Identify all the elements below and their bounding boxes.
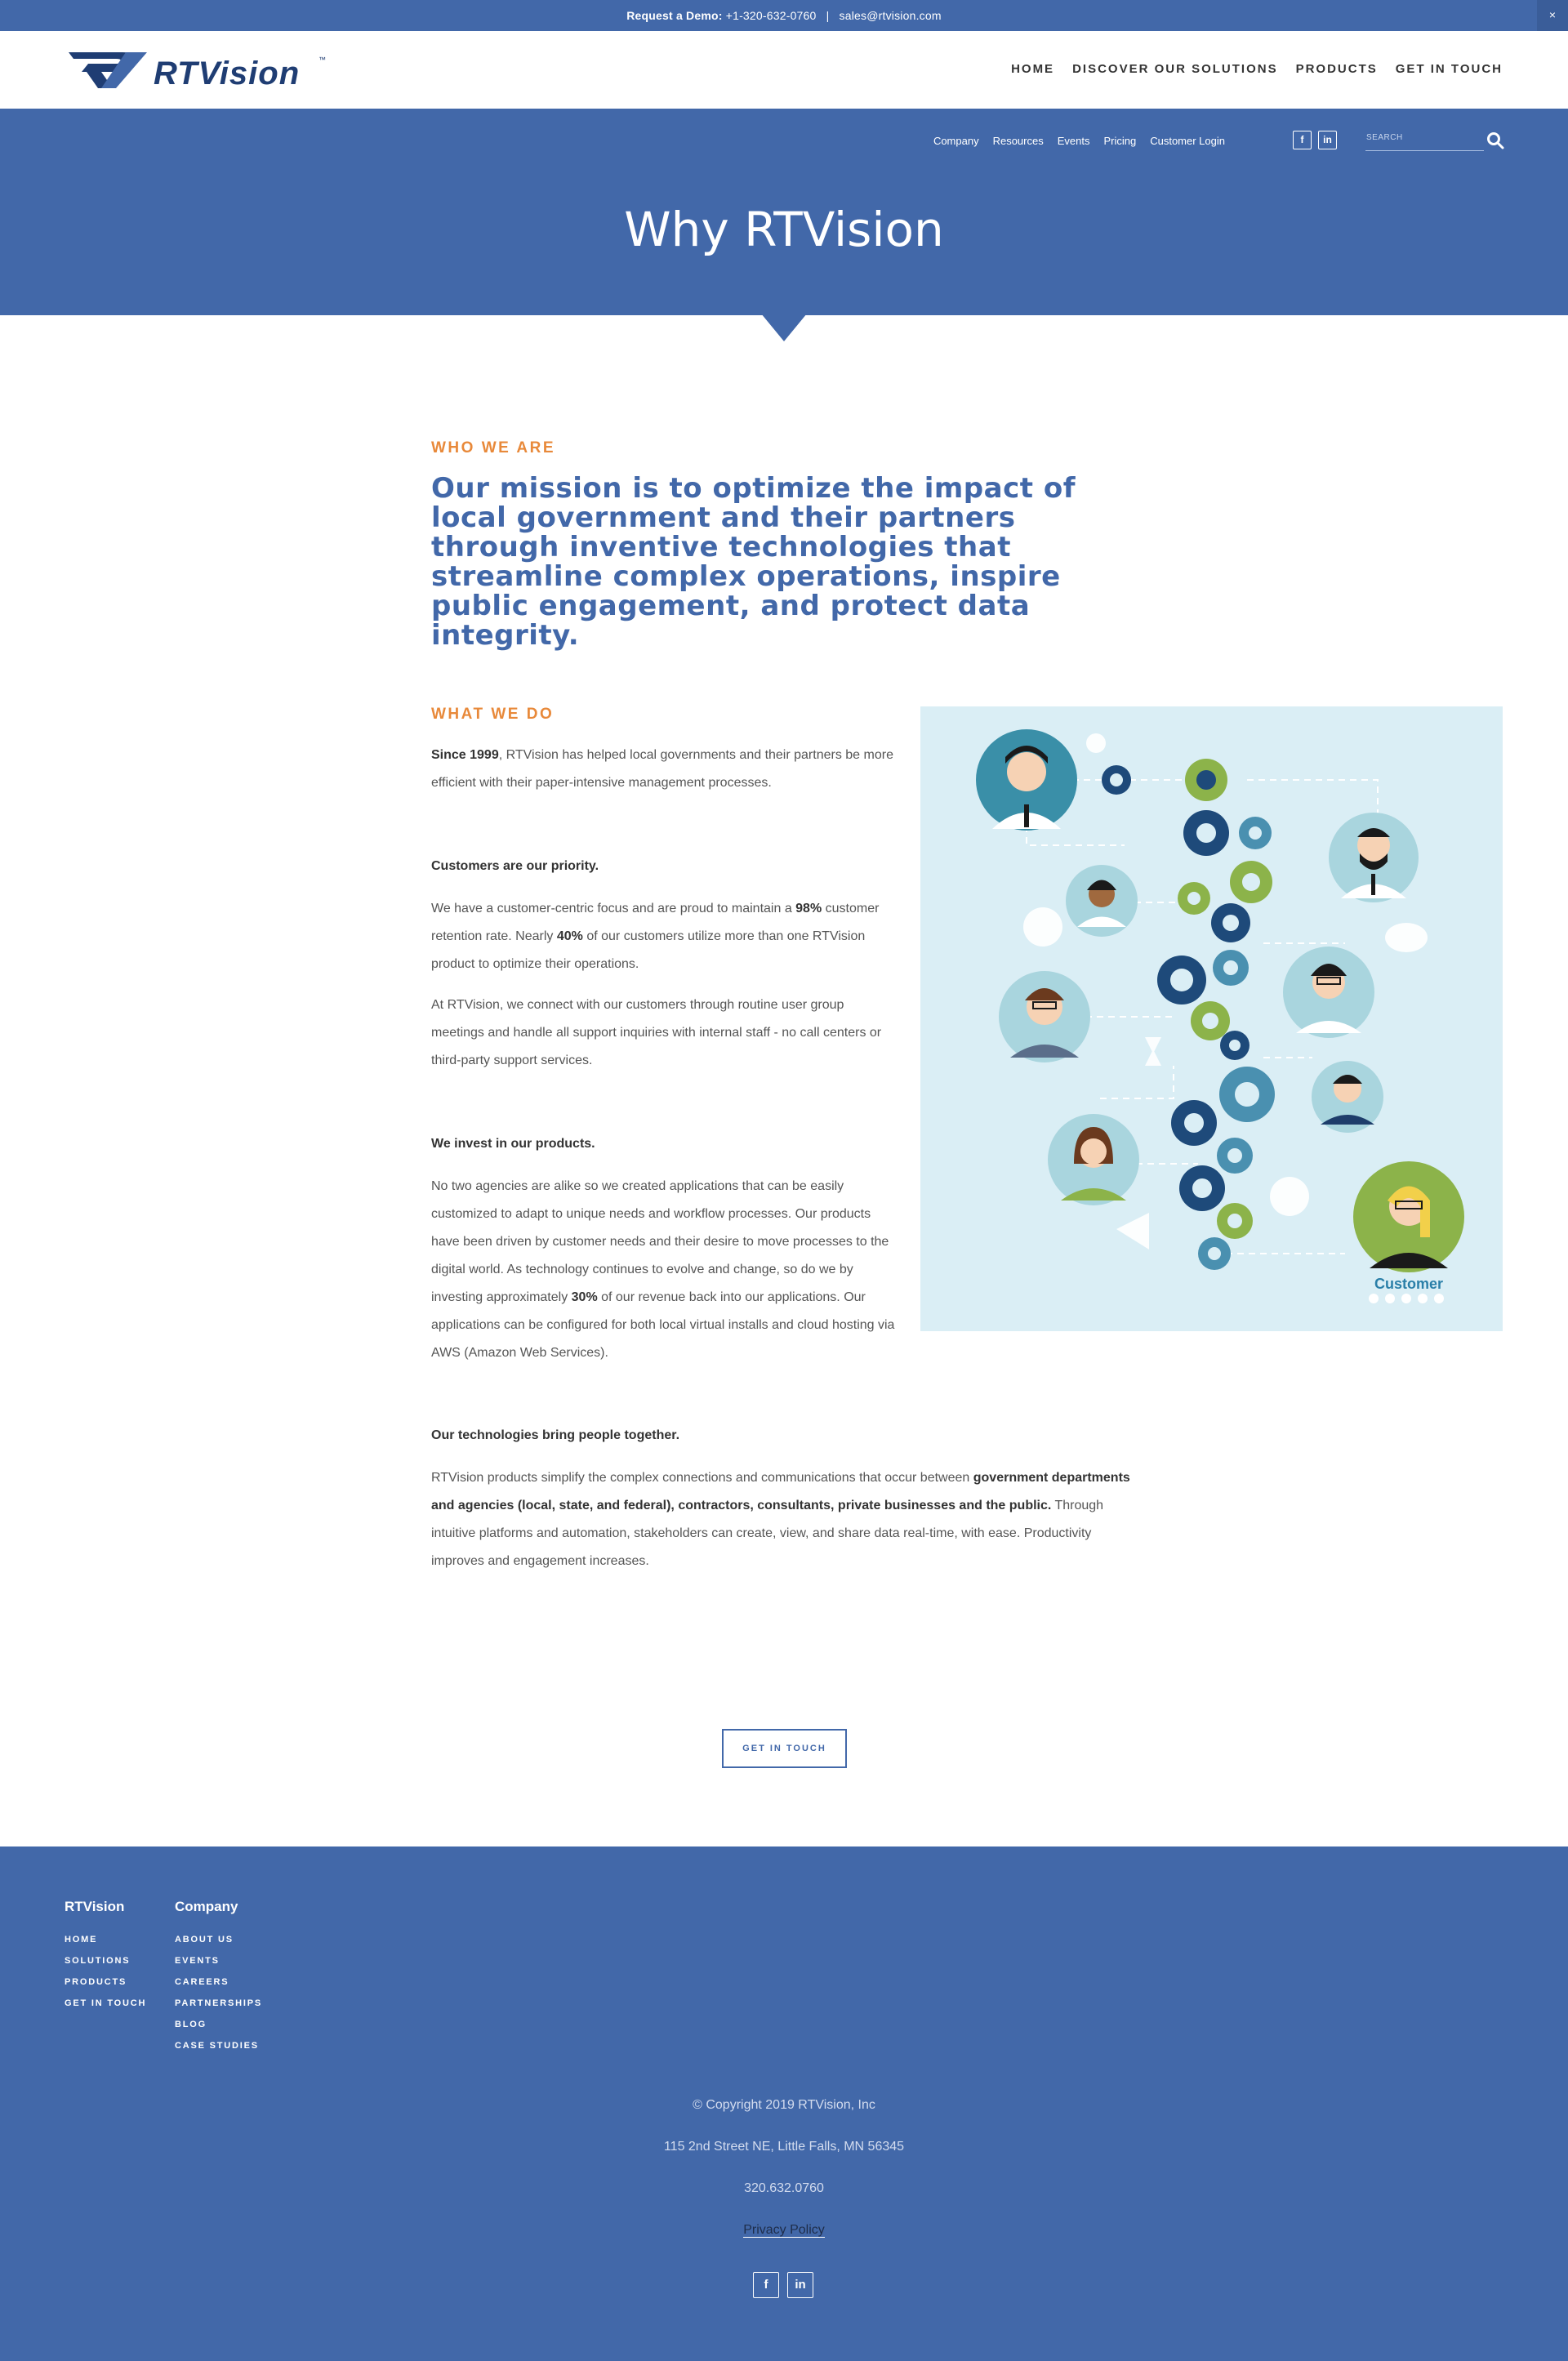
- footer-link-careers[interactable]: CAREERS: [175, 1977, 229, 1987]
- invest-paragraph: [431, 1173, 897, 1367]
- intro-paragraph: [431, 742, 897, 797]
- footer-link-events[interactable]: EVENTS: [175, 1956, 220, 1966]
- together-stakeholders: government departments and agencies (local, state, and federal), contractors, consultants, private businesses and the public.: [431, 1471, 1130, 1512]
- site-header: [0, 31, 1568, 109]
- page-title: Why RTVision: [624, 202, 944, 257]
- close-icon[interactable]: ×: [1537, 0, 1568, 31]
- privacy-policy-link[interactable]: [0, 2223, 1568, 2238]
- get-in-touch-button[interactable]: GET IN TOUCH: [722, 1729, 847, 1768]
- subnav-resources[interactable]: Resources: [992, 135, 1044, 147]
- customer-network-illustration: [920, 706, 1503, 1331]
- mission-statement: Our mission is to optimize the impact of local government and their partners through inventive technologies that streamline complex operations, inspire public engagement, and protect data integrity.: [431, 472, 1076, 652]
- nav-products[interactable]: PRODUCTS: [1295, 62, 1378, 76]
- subnav-company[interactable]: Company: [933, 135, 979, 147]
- facebook-icon[interactable]: f: [753, 2272, 779, 2298]
- search-icon[interactable]: [1486, 131, 1504, 149]
- people-gears-graphic: [920, 706, 1503, 1331]
- footer-link-partnerships[interactable]: PARTNERSHIPS: [175, 1998, 262, 2008]
- illustration-caption: Customer: [1374, 1276, 1444, 1292]
- footer-col-title: RTVision: [65, 1899, 125, 1914]
- priority-text-a: We have a customer-centric focus and are proud to maintain a: [431, 902, 796, 915]
- priority-paragraph-2: At RTVision, we connect with our customers through routine user group meetings and handle all support inquiries with internal staff - no call centers or third-party support services.: [431, 998, 882, 1067]
- priority-text-c: customer retention rate. Nearly: [431, 902, 880, 943]
- footer-col-company: [175, 1899, 262, 2062]
- footer-link-about-us[interactable]: ABOUT US: [175, 1935, 234, 1944]
- priority-heading: Customers are our priority.: [431, 859, 599, 873]
- announcement-text: [0, 9, 1568, 22]
- footer-col-rtvision: [65, 1899, 146, 2020]
- nav-discover-solutions[interactable]: DISCOVER OUR SOLUTIONS: [1072, 62, 1278, 76]
- nav-home[interactable]: HOME: [1011, 62, 1055, 76]
- logo-trademark: ™: [318, 56, 326, 64]
- invest-text-c: of our revenue back into our applications. Our applications can be configured for both local virtual installs and cloud hosting via AWS (Amazon Web Services).: [431, 1290, 895, 1360]
- announcement-bar: [0, 0, 1568, 31]
- footer-link-case-studies[interactable]: CASE STUDIES: [175, 2041, 259, 2051]
- footer-link-home[interactable]: HOME: [65, 1935, 98, 1944]
- footer-link-solutions[interactable]: SOLUTIONS: [65, 1956, 131, 1966]
- search-placeholder: SEARCH: [1366, 133, 1403, 142]
- invest-text-a: No two agencies are alike so we created applications that can be easily customized to adapt to unique needs and workflow processes. Our products have been driven by customer needs and their desire to move processes to the digital world. As technology continues to evolve and change, so do we by investing approximately: [431, 1179, 889, 1304]
- subnav-events[interactable]: Events: [1057, 135, 1090, 147]
- priority-text-e: of our customers utilize more than one RTVision product to optimize their operations.: [431, 929, 866, 971]
- intro-text: , RTVision has helped local governments and their partners be more efficient with their paper-intensive management processes.: [431, 748, 893, 790]
- secondary-nav: [933, 135, 1225, 147]
- facebook-icon[interactable]: f: [1293, 131, 1312, 149]
- footer-link-blog[interactable]: BLOG: [175, 2020, 207, 2029]
- together-heading: Our technologies bring people together.: [431, 1428, 680, 1442]
- footer-link-products[interactable]: PRODUCTS: [65, 1977, 127, 1987]
- main-nav: [1011, 62, 1503, 76]
- site-footer: [0, 1846, 1568, 2361]
- subnav-customer-login[interactable]: Customer Login: [1150, 135, 1225, 147]
- logo-wordmark: RTVision: [154, 56, 301, 91]
- together-text-a: RTVision products simplify the complex connections and communications that occur between: [431, 1471, 973, 1485]
- demo-label: Request a Demo:: [626, 9, 723, 22]
- separator: |: [826, 9, 830, 22]
- gears: [1102, 759, 1275, 1270]
- footer-address: 115 2nd Street NE, Little Falls, MN 56345: [663, 2140, 905, 2154]
- intro-bold: Since 1999: [431, 748, 499, 762]
- retention-rate: 98%: [795, 902, 822, 915]
- privacy-policy-text[interactable]: Privacy Policy: [743, 2223, 825, 2237]
- revenue-percent: 30%: [571, 1290, 598, 1304]
- footer-col-title: Company: [175, 1899, 238, 1914]
- search-input[interactable]: [1365, 130, 1484, 151]
- together-text-c: Through intuitive platforms and automation, stakeholders can create, view, and share data real-time, with ease. Productivity improves and engagement increases.: [431, 1499, 1104, 1568]
- who-we-are-eyebrow: WHO WE ARE: [431, 439, 556, 457]
- multi-product-rate: 40%: [556, 929, 583, 943]
- together-paragraph: [431, 1464, 1142, 1575]
- what-we-do-eyebrow: WHAT WE DO: [431, 706, 555, 723]
- subnav-pricing[interactable]: Pricing: [1103, 135, 1137, 147]
- linkedin-icon[interactable]: in: [1318, 131, 1337, 149]
- logo[interactable]: [65, 49, 327, 91]
- hero-pointer: [761, 314, 807, 341]
- nav-get-in-touch[interactable]: GET IN TOUCH: [1395, 62, 1503, 76]
- demo-phone-link[interactable]: +1-320-632-0760: [725, 9, 817, 22]
- footer-link-get-in-touch[interactable]: GET IN TOUCH: [65, 1998, 147, 2008]
- invest-heading: We invest in our products.: [431, 1137, 595, 1151]
- priority-paragraph-1: [431, 895, 897, 978]
- footer-copyright: © Copyright 2019 RTVision, Inc: [693, 2098, 875, 2112]
- linkedin-icon[interactable]: in: [787, 2272, 813, 2298]
- footer-social-links: [753, 2272, 813, 2298]
- hero-banner: [0, 109, 1568, 315]
- hero-social-links: [1293, 131, 1337, 149]
- footer-phone[interactable]: 320.632.0760: [744, 2181, 824, 2195]
- logo-mark-icon: [65, 49, 151, 91]
- email-link[interactable]: sales@rtvision.com: [839, 9, 942, 22]
